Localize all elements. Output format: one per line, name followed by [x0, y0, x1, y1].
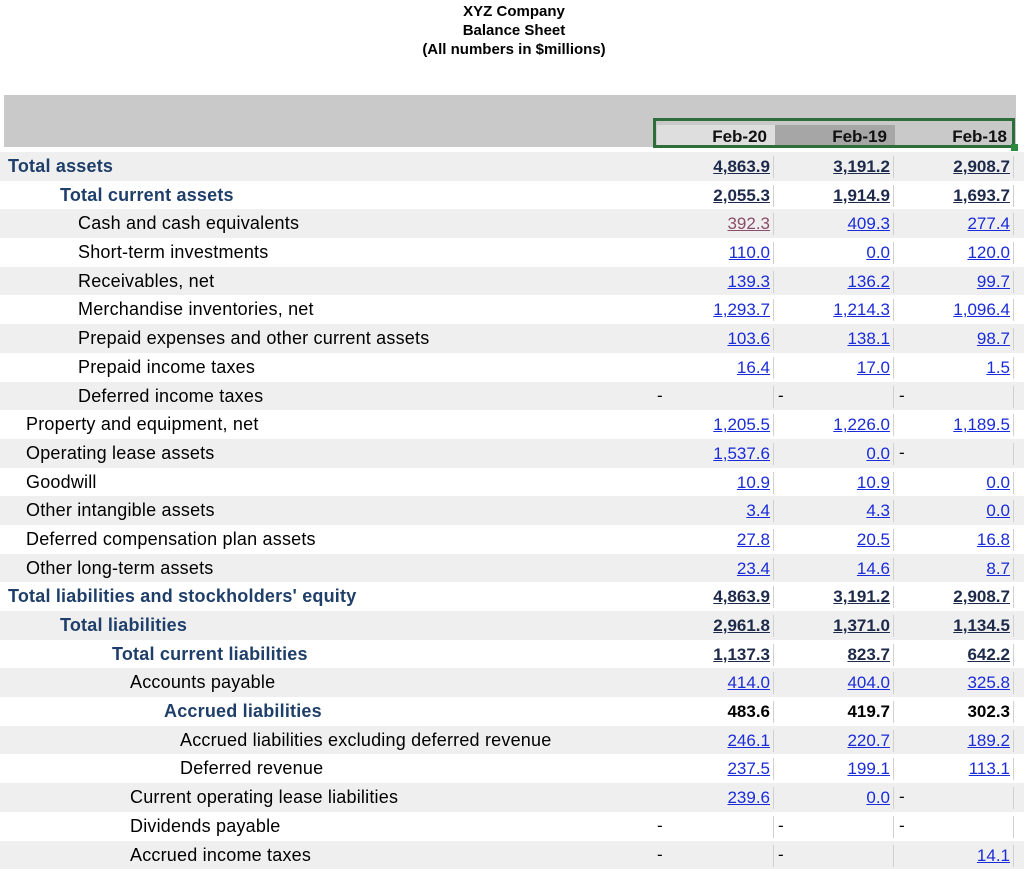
value-link[interactable]: 4,863.9: [657, 584, 770, 609]
row-label: Prepaid income taxes: [78, 353, 255, 381]
company-name: XYZ Company: [0, 2, 1024, 21]
row-label: Prepaid expenses and other current assets: [78, 324, 429, 352]
value-link: 419.7: [775, 699, 890, 724]
value-link[interactable]: 113.1: [895, 756, 1010, 781]
table-row: [0, 582, 1024, 611]
empty-cell: -: [657, 812, 663, 840]
table-row: [0, 611, 1024, 640]
cell-divider: [893, 386, 894, 408]
value-link[interactable]: 1,205.5: [657, 412, 770, 437]
value-link[interactable]: 2,055.3: [657, 183, 770, 208]
cell-divider: [1013, 328, 1014, 350]
empty-cell: -: [899, 439, 905, 467]
table-row: [0, 697, 1024, 726]
cell-divider: [773, 328, 774, 350]
cell-divider: [773, 816, 774, 838]
value-link[interactable]: 3,191.2: [775, 584, 890, 609]
row-label: Deferred income taxes: [78, 382, 263, 410]
table-row: [0, 726, 1024, 755]
value-link[interactable]: 1,134.5: [895, 613, 1010, 638]
cell-divider: [893, 586, 894, 608]
value-link[interactable]: 120.0: [895, 240, 1010, 265]
row-label: Total liabilities and stockholders' equity: [8, 582, 356, 610]
cell-divider: [773, 156, 774, 178]
table-row: [0, 841, 1024, 869]
value-link[interactable]: 1,096.4: [895, 297, 1010, 322]
row-label: Accrued liabilities: [164, 697, 322, 725]
table-row: [0, 324, 1024, 353]
value-link[interactable]: 220.7: [775, 728, 890, 753]
cell-divider: [893, 787, 894, 809]
cell-divider: [1013, 271, 1014, 293]
cell-divider: [773, 386, 774, 408]
row-label: Short-term investments: [78, 238, 268, 266]
row-label: Operating lease assets: [26, 439, 215, 467]
empty-cell: -: [778, 812, 784, 840]
empty-cell: -: [899, 382, 905, 410]
row-label: Deferred compensation plan assets: [26, 525, 316, 553]
row-label: Other long-term assets: [26, 554, 213, 582]
table-row: [0, 382, 1024, 411]
value-link[interactable]: 2,908.7: [895, 584, 1010, 609]
value-link[interactable]: 1,914.9: [775, 183, 890, 208]
cell-divider: [773, 672, 774, 694]
row-label: Cash and cash equivalents: [78, 209, 299, 237]
cell-divider: [893, 299, 894, 321]
column-header-feb-18[interactable]: Feb-18: [895, 125, 1015, 148]
table-row: [0, 754, 1024, 783]
cell-divider: [893, 816, 894, 838]
value-link[interactable]: 110.0: [657, 240, 770, 265]
value-link[interactable]: 239.6: [657, 785, 770, 810]
cell-divider: [773, 357, 774, 379]
row-label: Other intangible assets: [26, 496, 215, 524]
table-row: [0, 209, 1024, 238]
row-label: Total liabilities: [60, 611, 187, 639]
value-link[interactable]: 1,537.6: [657, 441, 770, 466]
row-label: Dividends payable: [130, 812, 281, 840]
value-link[interactable]: 16.8: [895, 527, 1010, 552]
cell-divider: [893, 701, 894, 723]
value-link[interactable]: 17.0: [775, 355, 890, 380]
cell-divider: [893, 156, 894, 178]
value-link[interactable]: 1,137.3: [657, 642, 770, 667]
cell-divider: [1013, 787, 1014, 809]
value-link[interactable]: 823.7: [775, 642, 890, 667]
value-link[interactable]: 409.3: [775, 211, 890, 236]
cell-divider: [1013, 586, 1014, 608]
cell-divider: [893, 357, 894, 379]
table-row: [0, 554, 1024, 583]
value-link[interactable]: 3.4: [657, 498, 770, 523]
table-row: [0, 353, 1024, 382]
value-link[interactable]: 138.1: [775, 326, 890, 351]
cell-divider: [773, 845, 774, 867]
table-row: [0, 496, 1024, 525]
table-row: [0, 439, 1024, 468]
cell-divider: [893, 615, 894, 637]
selection-box: [653, 118, 1015, 148]
empty-cell: -: [899, 812, 905, 840]
value-link[interactable]: 23.4: [657, 556, 770, 581]
column-header-feb-19[interactable]: Feb-19: [775, 125, 895, 148]
cell-divider: [1013, 701, 1014, 723]
cell-divider: [893, 242, 894, 264]
value-link[interactable]: 8.7: [895, 556, 1010, 581]
cell-divider: [893, 213, 894, 235]
cell-divider: [773, 758, 774, 780]
cell-divider: [893, 730, 894, 752]
cell-divider: [773, 213, 774, 235]
row-label: Accrued liabilities excluding deferred revenue: [180, 726, 551, 754]
cell-divider: [893, 414, 894, 436]
cell-divider: [893, 644, 894, 666]
cell-divider: [893, 443, 894, 465]
value-link: 483.6: [657, 699, 770, 724]
value-link[interactable]: 1,189.5: [895, 412, 1010, 437]
value-link[interactable]: 414.0: [657, 670, 770, 695]
row-label: Total current liabilities: [112, 640, 308, 668]
value-link[interactable]: 16.4: [657, 355, 770, 380]
cell-divider: [1013, 845, 1014, 867]
table-row: [0, 525, 1024, 554]
cell-divider: [893, 529, 894, 551]
cell-divider: [773, 529, 774, 551]
cell-divider: [893, 185, 894, 207]
value-link[interactable]: 0.0: [895, 470, 1010, 495]
value-link[interactable]: 27.8: [657, 527, 770, 552]
cell-divider: [893, 328, 894, 350]
value-link[interactable]: 1,214.3: [775, 297, 890, 322]
value-link[interactable]: 404.0: [775, 670, 890, 695]
cell-divider: [773, 730, 774, 752]
value-link[interactable]: 325.8: [895, 670, 1010, 695]
cell-divider: [1013, 357, 1014, 379]
value-link[interactable]: 642.2: [895, 642, 1010, 667]
fill-handle[interactable]: [1011, 144, 1018, 151]
value-link[interactable]: 1,371.0: [775, 613, 890, 638]
table-row: [0, 410, 1024, 439]
value-link[interactable]: 0.0: [775, 441, 890, 466]
value-link[interactable]: 4.3: [775, 498, 890, 523]
table-row: [0, 238, 1024, 267]
units-note: (All numbers in $millions): [0, 40, 1024, 59]
empty-cell: -: [899, 783, 905, 811]
table-row: [0, 468, 1024, 497]
row-label: Total current assets: [60, 181, 234, 209]
column-header-feb-20[interactable]: Feb-20: [657, 125, 775, 148]
table-row: [0, 181, 1024, 210]
cell-divider: [773, 472, 774, 494]
row-label: Accounts payable: [130, 668, 275, 696]
cell-divider: [1013, 299, 1014, 321]
cell-divider: [1013, 816, 1014, 838]
cell-divider: [1013, 644, 1014, 666]
table-row: [0, 668, 1024, 697]
cell-divider: [773, 185, 774, 207]
value-link[interactable]: 103.6: [657, 326, 770, 351]
report-title: [0, 2, 1024, 59]
cell-divider: [773, 615, 774, 637]
cell-divider: [773, 242, 774, 264]
value-link[interactable]: 20.5: [775, 527, 890, 552]
cell-divider: [1013, 185, 1014, 207]
value-link: 302.3: [895, 699, 1010, 724]
cell-divider: [1013, 615, 1014, 637]
cell-divider: [893, 758, 894, 780]
value-link[interactable]: 0.0: [775, 785, 890, 810]
row-label: Merchandise inventories, net: [78, 295, 314, 323]
empty-cell: -: [657, 382, 663, 410]
cell-divider: [1013, 156, 1014, 178]
row-label: Receivables, net: [78, 267, 214, 295]
value-link[interactable]: 189.2: [895, 728, 1010, 753]
cell-divider: [1013, 758, 1014, 780]
value-link[interactable]: 2,908.7: [895, 154, 1010, 179]
cell-divider: [773, 500, 774, 522]
row-label: Deferred revenue: [180, 754, 323, 782]
cell-divider: [773, 443, 774, 465]
cell-divider: [1013, 443, 1014, 465]
row-label: Current operating lease liabilities: [130, 783, 398, 811]
cell-divider: [893, 472, 894, 494]
empty-cell: -: [778, 841, 784, 869]
cell-divider: [893, 558, 894, 580]
value-link[interactable]: 10.9: [657, 470, 770, 495]
table-row: [0, 267, 1024, 296]
cell-divider: [773, 558, 774, 580]
cell-divider: [1013, 672, 1014, 694]
value-link[interactable]: 14.1: [895, 843, 1010, 868]
value-link[interactable]: 4,863.9: [657, 154, 770, 179]
cell-divider: [773, 586, 774, 608]
value-link[interactable]: 98.7: [895, 326, 1010, 351]
value-link[interactable]: 139.3: [657, 269, 770, 294]
cell-divider: [773, 271, 774, 293]
row-label: Accrued income taxes: [130, 841, 311, 869]
cell-divider: [1013, 414, 1014, 436]
table-row: [0, 152, 1024, 181]
table-row: [0, 783, 1024, 812]
cell-divider: [1013, 500, 1014, 522]
value-link[interactable]: 1,293.7: [657, 297, 770, 322]
cell-divider: [1013, 558, 1014, 580]
cell-divider: [893, 271, 894, 293]
table-row: [0, 640, 1024, 669]
value-link[interactable]: 246.1: [657, 728, 770, 753]
cell-divider: [893, 845, 894, 867]
value-link[interactable]: 10.9: [775, 470, 890, 495]
cell-divider: [1013, 529, 1014, 551]
cell-divider: [1013, 213, 1014, 235]
balance-sheet-rows: [0, 152, 1024, 869]
statement-name: Balance Sheet: [0, 21, 1024, 40]
value-link[interactable]: 3,191.2: [775, 154, 890, 179]
cell-divider: [773, 701, 774, 723]
cell-divider: [773, 299, 774, 321]
value-link[interactable]: 1,693.7: [895, 183, 1010, 208]
cell-divider: [773, 414, 774, 436]
value-link[interactable]: 1,226.0: [775, 412, 890, 437]
cell-divider: [773, 644, 774, 666]
value-link[interactable]: 237.5: [657, 756, 770, 781]
value-link[interactable]: 0.0: [775, 240, 890, 265]
value-link[interactable]: 2,961.8: [657, 613, 770, 638]
value-link[interactable]: 199.1: [775, 756, 890, 781]
row-label: Goodwill: [26, 468, 97, 496]
row-label: Total assets: [8, 152, 113, 180]
value-link[interactable]: 99.7: [895, 269, 1010, 294]
cell-divider: [1013, 386, 1014, 408]
table-row: [0, 812, 1024, 841]
cell-divider: [773, 787, 774, 809]
cell-divider: [1013, 242, 1014, 264]
value-link[interactable]: 0.0: [895, 498, 1010, 523]
cell-divider: [893, 500, 894, 522]
cell-divider: [1013, 472, 1014, 494]
value-link[interactable]: 136.2: [775, 269, 890, 294]
value-link[interactable]: 392.3: [657, 211, 770, 236]
empty-cell: -: [657, 841, 663, 869]
empty-cell: -: [778, 382, 784, 410]
cell-divider: [893, 672, 894, 694]
row-label: Property and equipment, net: [26, 410, 259, 438]
value-link[interactable]: 1.5: [895, 355, 1010, 380]
cell-divider: [1013, 730, 1014, 752]
table-row: [0, 295, 1024, 324]
value-link[interactable]: 277.4: [895, 211, 1010, 236]
value-link[interactable]: 14.6: [775, 556, 890, 581]
